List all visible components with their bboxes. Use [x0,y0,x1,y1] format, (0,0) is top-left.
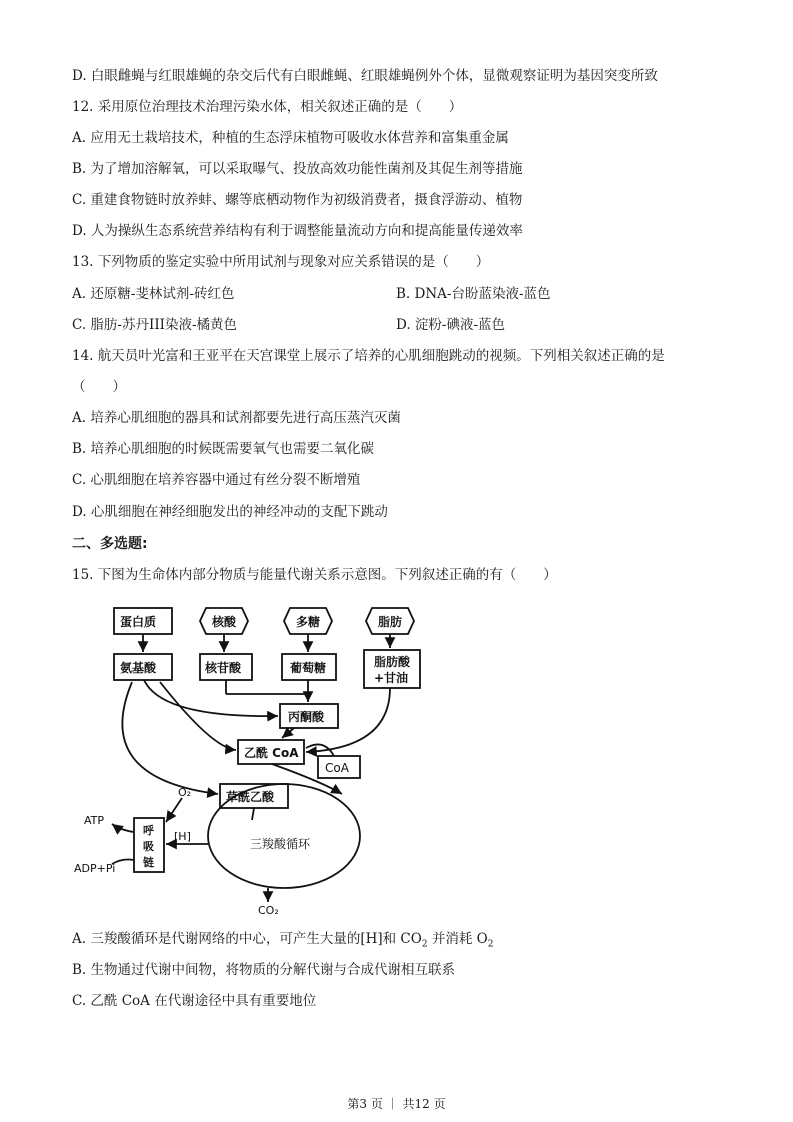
label-oxaloacetate: 草酰乙酸 [226,790,275,804]
label-protein: 蛋白质 [120,615,157,629]
label-nucleotide: 核苷酸 [205,661,242,675]
label-glucose: 葡萄糖 [290,661,327,675]
label-polysaccharide: 多糖 [296,615,321,629]
q12-stem: 12. 采用原位治理技术治理污染水体，相关叙述正确的是（ ） [72,99,463,115]
section-heading: 二、多选题: [72,536,148,552]
q12-option-a: A. 应用无土栽培技术，种植的生态浮床植物可吸收水体营养和富集重金属 [72,130,509,146]
label-resp-2: 吸 [143,840,154,853]
label-fatty-acid: 脂肪酸 [374,655,411,669]
label-co2: CO₂ [258,904,279,917]
label-adp: ADP+Pi [74,862,116,875]
q12-option-c: C. 重建食物链时放养蚌、螺等底栖动物作为初级消费者，摄食浮游动、植物 [72,192,523,208]
label-resp-3: 链 [143,856,154,869]
label-atp: ATP [84,814,105,827]
q15-option-b: B. 生物通过代谢中间物，将物质的分解代谢与合成代谢相互联系 [72,962,456,978]
label-nucleic-acid: 核酸 [212,615,237,629]
label-tca-cycle: 三羧酸循环 [250,837,311,851]
q12-option-d: D. 人为操纵生态系统营养结构有利于调整能量流动方向和提高能量传递效率 [72,223,523,239]
q11-option-d: D. 白眼雌蝇与红眼雄蝇的杂交后代有白眼雌蝇、红眼雄蝇例外个体，显微观察证明为基因突变所致 [72,68,658,84]
q14-option-a: A. 培养心肌细胞的器具和试剂都要先进行高压蒸汽灭菌 [72,410,401,426]
q15-option-a: A. 三羧酸循环是代谢网络的中心，可产生大量的[H]和 $CO_2$ 并消耗 $O_2$ [72,931,494,950]
q14-stem-cont: （ ） [72,379,126,395]
q13-option-c: C. 脂肪-苏丹III染液-橘黄色 [72,317,238,333]
label-h: [H] [174,830,191,843]
q14-option-b: B. 培养心肌细胞的时候既需要氧气也需要二氧化碳 [72,441,375,457]
metabolism-diagram [72,598,432,918]
label-amino-acid: 氨基酸 [120,661,157,675]
page-footer: 第3 页 ｜ 共12 页 [347,1097,446,1111]
q13-option-d: D. 淀粉-碘液-蓝色 [396,317,506,333]
label-acetyl-coa: 乙酰 CoA [244,746,299,760]
q12-option-b: B. 为了增加溶解氧，可以采取曝气、投放高效功能性菌剂及其促生剂等措施 [72,161,523,177]
q13-option-a: A. 还原糖-斐林试剂-砖红色 [72,286,235,302]
q15-stem: 15. 下图为生命体内部分物质与能量代谢关系示意图。下列叙述正确的有（ ） [72,567,557,583]
q14-option-d: D. 心肌细胞在神经细胞发出的神经冲动的支配下跳动 [72,504,388,520]
label-glycerol: +甘油 [374,671,409,685]
q13-stem: 13. 下列物质的鉴定实验中所用试剂与现象对应关系错误的是（ ） [72,254,490,270]
label-pyruvate: 丙酮酸 [288,710,325,724]
q14-option-c: C. 心肌细胞在培养容器中通过有丝分裂不断增殖 [72,472,361,488]
label-fat: 脂肪 [378,615,403,629]
label-resp-1: 呼 [143,824,154,837]
q15-option-c: C. 乙酰 CoA 在代谢途径中具有重要地位 [72,993,317,1009]
label-coa: CoA [325,761,349,775]
label-o2: O₂ [178,786,192,799]
q14-stem: 14. 航天员叶光富和王亚平在天宫课堂上展示了培养的心肌细胞跳动的视频。下列相关叙述正确的是 [72,348,665,364]
q13-option-b: B. DNA-台盼蓝染液-蓝色 [396,286,551,302]
